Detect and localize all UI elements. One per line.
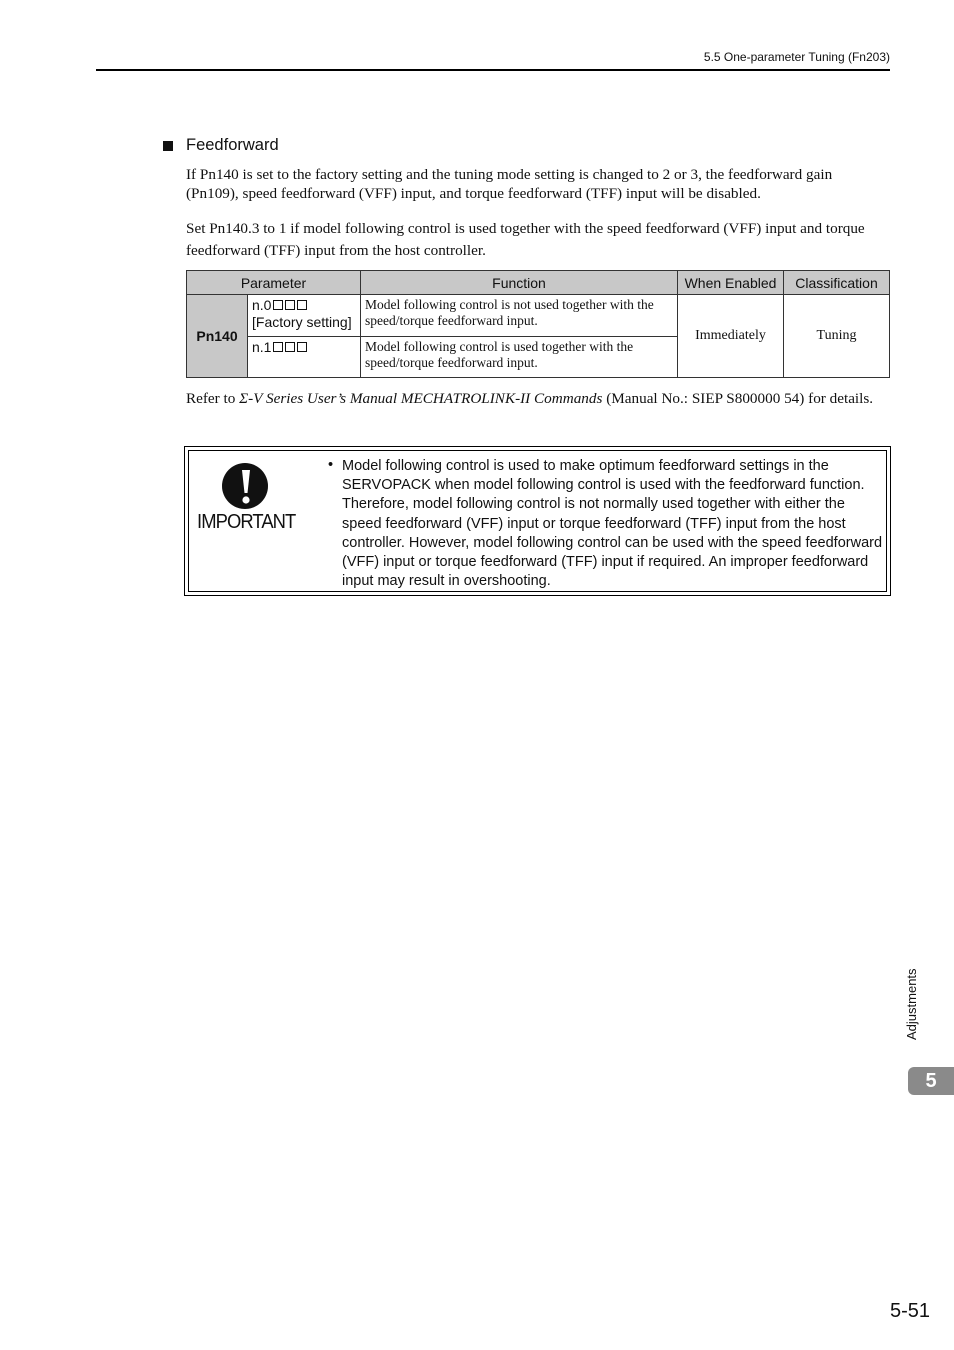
param-name-cell: Pn140 bbox=[187, 295, 248, 378]
setting-note: [Factory setting] bbox=[252, 314, 352, 330]
header-classification: Classification bbox=[784, 271, 890, 295]
placeholder-box-icon bbox=[273, 300, 283, 310]
header-when-enabled: When Enabled bbox=[678, 271, 784, 295]
setting-cell bbox=[248, 337, 361, 378]
important-text: Model following control is used to make optimum feedforward settings in the SERVOPACK when model following control is used with the feedforward function. Therefore, model following control is not normally used together with either the speed feedforward (VFF) input or torque feedforward (TFF) input from the host controller. However, model following control can be used with the speed feedforward (VFF) input or torque feedforward (TFF) input if required. An improper feedforward input may result in overshooting. bbox=[342, 458, 883, 590]
parameter-table bbox=[186, 270, 890, 378]
exclamation-circle-icon bbox=[222, 463, 268, 509]
header-parameter: Parameter bbox=[187, 271, 361, 295]
refer-suffix: (Manual No.: SIEP S800000 54) for details. bbox=[602, 390, 874, 407]
placeholder-box-icon bbox=[297, 342, 307, 352]
square-bullet-icon bbox=[163, 141, 173, 151]
chapter-tab: 5 bbox=[908, 1067, 954, 1095]
refer-prefix: Refer to bbox=[186, 390, 240, 407]
function-cell: Model following control is not used together with the speed/torque feedforward input. bbox=[361, 295, 678, 337]
bullet-mark: • bbox=[328, 457, 334, 473]
manual-title: Σ-V Series User’s Manual MECHATROLINK-II Commands bbox=[239, 390, 603, 407]
running-header: 5.5 One-parameter Tuning (Fn203) bbox=[703, 50, 890, 64]
paragraph-factory-setting: If Pn140 is set to the factory setting and the tuning mode setting is changed to 2 or 3, the feedforward gain (Pn109), speed feedforward (VFF) input, and torque feedforward (TFF) input will be disabled. bbox=[186, 166, 833, 202]
important-notice-box bbox=[184, 446, 891, 596]
when-enabled-cell: Immediately bbox=[678, 295, 784, 378]
important-label: IMPORTANT bbox=[197, 511, 296, 533]
setting-cell bbox=[248, 295, 361, 337]
table-row bbox=[187, 295, 890, 337]
placeholder-box-icon bbox=[285, 300, 295, 310]
classification-cell: Tuning bbox=[784, 295, 890, 378]
paragraph-set-pn140: Set Pn140.3 to 1 if model following control is used together with the speed feedforward (VFF) input and torque feedforward (TFF) input from the host controller. bbox=[186, 220, 865, 259]
placeholder-box-icon bbox=[273, 342, 283, 352]
section-title: Feedforward bbox=[186, 136, 279, 154]
page-number: 5-51 bbox=[889, 1300, 930, 1322]
paragraph-refer-manual bbox=[186, 388, 886, 410]
setting-value: n.0 bbox=[252, 297, 272, 313]
placeholder-box-icon bbox=[285, 342, 295, 352]
header-function: Function bbox=[361, 271, 678, 295]
header-rule bbox=[96, 69, 890, 71]
section-heading bbox=[163, 136, 279, 155]
side-tab-label: Adjustments bbox=[904, 968, 919, 1040]
function-cell: Model following control is used together with the speed/torque feedforward input. bbox=[361, 337, 678, 378]
setting-value: n.1 bbox=[252, 339, 272, 355]
placeholder-box-icon bbox=[297, 300, 307, 310]
